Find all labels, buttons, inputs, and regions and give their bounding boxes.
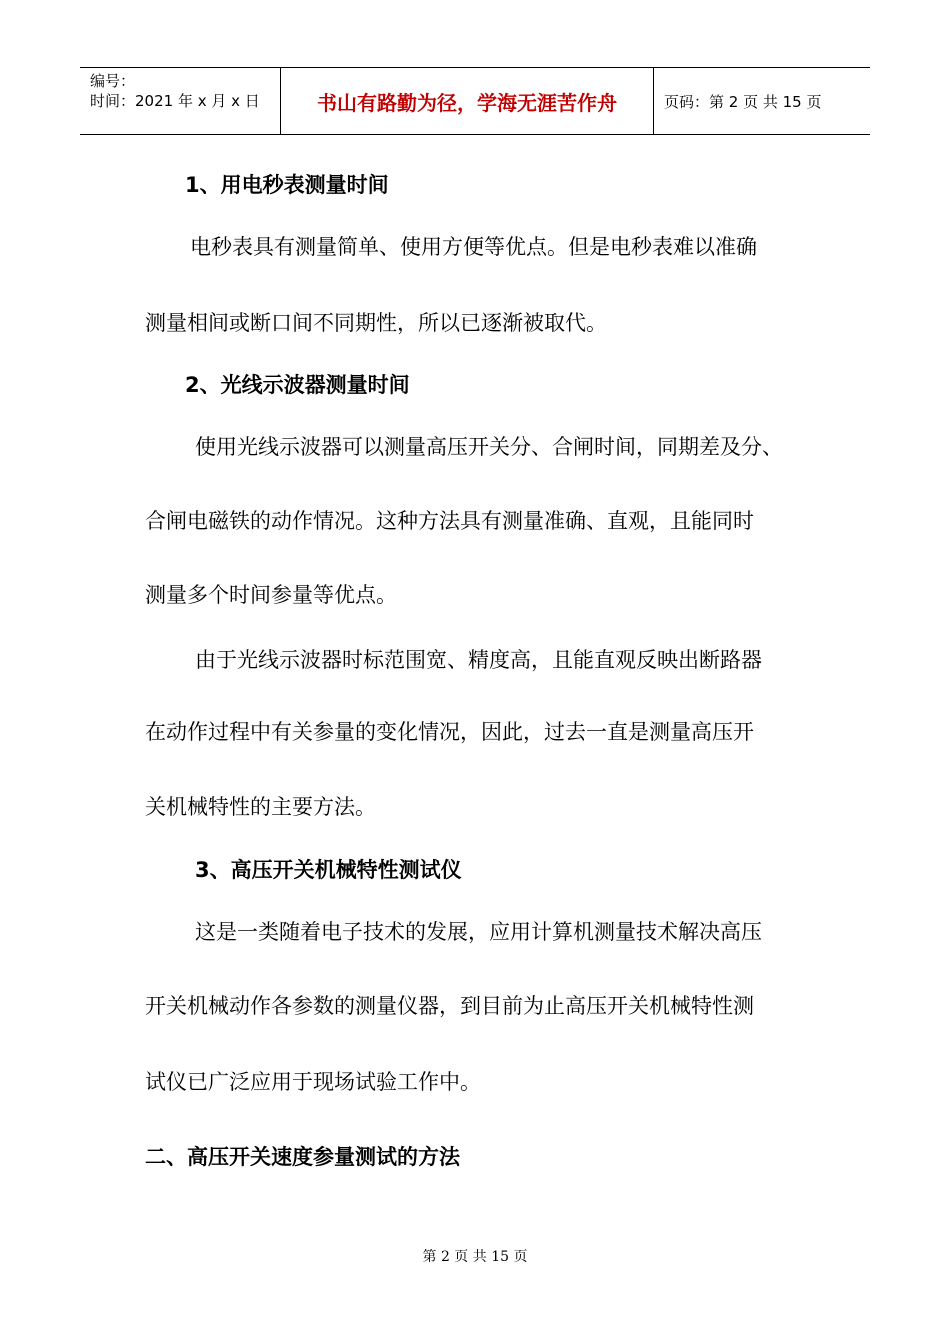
paragraph-3-line-2: 在动作过程中有关参量的变化情况，因此，过去一直是测量高压开	[145, 720, 754, 744]
paragraph-3-line-3: 关机械特性的主要方法。	[145, 795, 376, 819]
page-info: 页码：第 2 页 共 15 页	[664, 92, 822, 111]
time-label: 时间：2021 年 x 月 x 日	[90, 92, 260, 110]
page-header	[80, 67, 870, 135]
paragraph-2-line-1: 使用光线示波器可以测量高压开关分、合闸时间，同期差及分、	[195, 435, 783, 459]
section-heading-2: 2、光线示波器测量时间	[185, 373, 410, 397]
section-heading-3: 3、高压开关机械特性测试仪	[195, 858, 462, 882]
motto-text: 书山有路勤为径，学海无涯苦作舟	[317, 90, 617, 115]
paragraph-2-line-2: 合闸电磁铁的动作情况。这种方法具有测量准确、直观，且能同时	[145, 509, 754, 533]
paragraph-3-line-1: 由于光线示波器时标范围宽、精度高，且能直观反映出断路器	[195, 648, 762, 672]
paragraph-4-line-1: 这是一类随着电子技术的发展，应用计算机测量技术解决高压	[195, 920, 762, 944]
paragraph-4-line-2: 开关机械动作各参数的测量仪器，到目前为止高压开关机械特性测	[145, 994, 754, 1018]
paragraph-4-line-3: 试仪已广泛应用于现场试验工作中。	[145, 1070, 481, 1094]
header-motto-cell	[281, 68, 654, 134]
header-meta-cell	[80, 68, 281, 134]
paragraph-1-line-1: 电秒表具有测量简单、使用方便等优点。但是电秒表难以准确	[190, 235, 757, 259]
section-heading-4: 二、高压开关速度参量测试的方法	[145, 1145, 460, 1169]
paragraph-1-line-2: 测量相间或断口间不同期性，所以已逐渐被取代。	[145, 311, 607, 335]
number-label: 编号：	[90, 72, 136, 90]
paragraph-2-line-3: 测量多个时间参量等优点。	[145, 583, 397, 607]
page-footer: 第 2 页 共 15 页	[422, 1249, 528, 1265]
header-page-cell	[654, 68, 870, 134]
section-heading-1: 1、用电秒表测量时间	[185, 173, 389, 197]
